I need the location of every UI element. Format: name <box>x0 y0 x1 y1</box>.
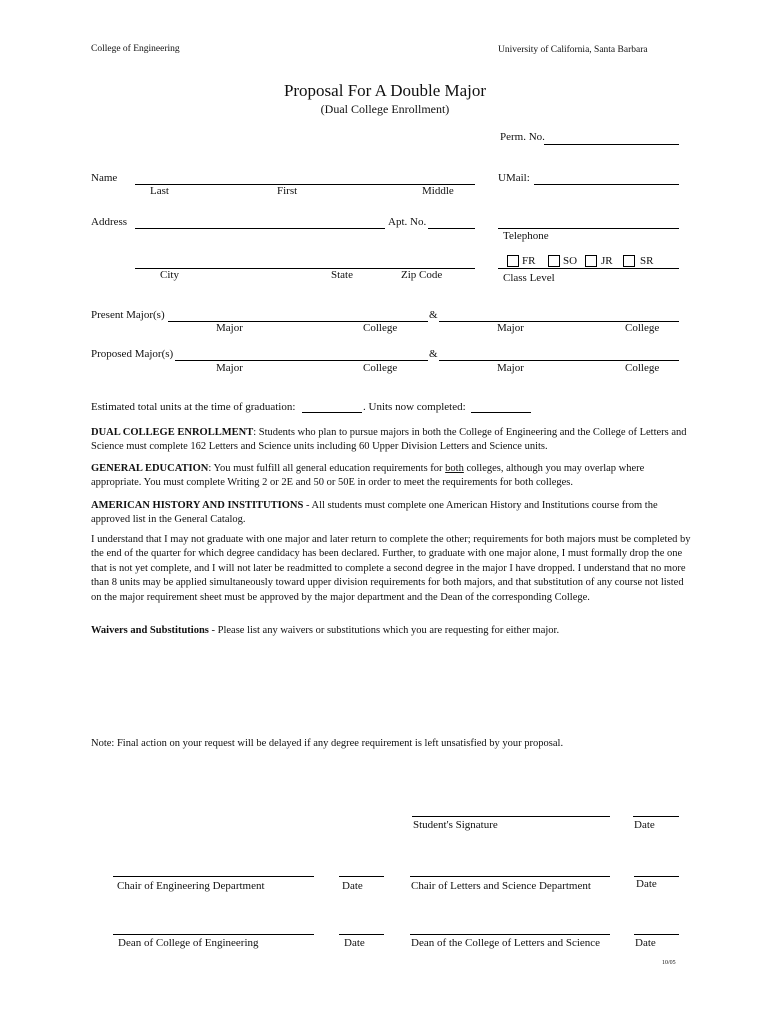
class-level-label: Class Level <box>503 272 555 284</box>
american-history-heading: AMERICAN HISTORY AND INSTITUTIONS <box>91 500 304 511</box>
name-label: Name <box>91 172 118 184</box>
header-university: University of California, Santa Barbara <box>498 45 648 55</box>
dual-enrollment-heading: DUAL COLLEGE ENROLLMENT <box>91 427 254 438</box>
so-label: SO <box>563 255 578 267</box>
umail-label: UMail: <box>498 172 530 184</box>
proposed-major-1-field[interactable] <box>175 360 428 361</box>
chair-ls-date-label: Date <box>636 878 657 890</box>
page-subtitle: (Dual College Enrollment) <box>320 102 450 116</box>
state-label: State <box>331 269 353 281</box>
city-label: City <box>160 269 179 281</box>
student-signature-field[interactable] <box>412 816 610 817</box>
fr-label: FR <box>522 255 536 267</box>
note-text: Note: Final action on your request will be delayed if any degree requirement is left unsatisfied by your proposal. <box>91 738 564 749</box>
perm-no-label: Perm. No. <box>500 131 545 143</box>
zip-label: Zip Code <box>401 269 443 281</box>
telephone-label: Telephone <box>503 230 549 242</box>
chair-eng-date-label: Date <box>342 880 363 892</box>
est-units-label: Estimated total units at the time of graduation: <box>91 401 296 413</box>
present-college-2-label: College <box>625 322 660 334</box>
present-college-1-label: College <box>363 322 398 334</box>
proposed-majors-label: Proposed Major(s) <box>91 348 174 360</box>
general-education-heading: GENERAL EDUCATION <box>91 463 209 474</box>
chair-ls-date-field[interactable] <box>634 876 679 877</box>
jr-label: JR <box>601 255 613 267</box>
proposed-amp: & <box>429 348 438 360</box>
student-date-field[interactable] <box>633 816 679 817</box>
waivers-paragraph <box>91 624 691 638</box>
general-education-text-1: : You must fulfill all general education requirements for <box>208 463 446 474</box>
proposed-major-2-label: Major <box>497 362 524 374</box>
units-completed-field[interactable] <box>471 412 531 413</box>
dean-eng-date-label: Date <box>344 937 365 949</box>
proposed-major-1-label: Major <box>216 362 243 374</box>
apt-no-field[interactable] <box>428 228 475 229</box>
understanding-paragraph: I understand that I may not graduate with one major and later return to complete the other; requirements for both majors must be completed by the end of the quarter for which degree candidacy has been declared. Further, to graduate with one major alone, I must formally drop the one that is not yet complete, and I will not later be readmitted to complete a second degree in the major I have dropped. I understand that no more than 8 units may be applied simultaneously toward upper division requirements for both majors, and that substitution of any course not listed on the major requirement sheet must be approved by the major department and the Dean of the corresponding College. <box>91 534 691 603</box>
so-checkbox[interactable] <box>548 255 560 267</box>
chair-eng-date-field[interactable] <box>339 876 384 877</box>
american-history-text: - All students must complete one American History and Institutions course from the approved list in the General Catalog. <box>91 500 658 526</box>
page-title: Proposal For A Double Major <box>283 81 487 100</box>
waivers-heading: Waivers and Substitutions <box>91 625 209 636</box>
address-label: Address <box>91 216 128 228</box>
chair-ls-label: Chair of Letters and Science Department <box>411 880 591 892</box>
dean-ls-signature-field[interactable] <box>410 934 610 935</box>
present-amp: & <box>429 309 438 321</box>
dual-enrollment-text: : Students who plan to pursue majors in both the College of Engineering and the College of Letters and Science must complete 162 Letters and Science units including 60 Upper Division Letters and Science units. <box>91 427 687 453</box>
chair-eng-label: Chair of Engineering Department <box>117 880 265 892</box>
general-education-both: both <box>445 463 464 474</box>
dean-eng-date-field[interactable] <box>339 934 384 935</box>
dean-eng-label: Dean of College of Engineering <box>118 937 259 949</box>
apt-no-label: Apt. No. <box>388 216 427 228</box>
perm-no-field[interactable] <box>544 144 679 145</box>
general-education-text-2: colleges, although you may overlap where appropriate. You must complete Writing 2 or 2E and 50 or 50E in order to meet the requirements for both colleges. <box>91 463 645 489</box>
chair-eng-signature-field[interactable] <box>113 876 314 877</box>
first-label: First <box>277 185 298 197</box>
address-field[interactable] <box>135 228 385 229</box>
dean-ls-label: Dean of the College of Letters and Science <box>411 937 601 949</box>
present-majors-label: Present Major(s) <box>91 309 165 321</box>
dean-eng-signature-field[interactable] <box>113 934 314 935</box>
class-level-line <box>498 268 679 269</box>
form-version-code: 10/05 <box>662 960 676 966</box>
last-label: Last <box>150 185 169 197</box>
proposed-college-1-label: College <box>363 362 398 374</box>
student-date-label: Date <box>634 819 655 831</box>
waivers-text: - Please list any waivers or substitutions which you are requesting for either major. <box>208 625 560 636</box>
telephone-field[interactable] <box>498 228 679 229</box>
sr-checkbox[interactable] <box>623 255 635 267</box>
umail-field[interactable] <box>534 184 679 185</box>
chair-ls-signature-field[interactable] <box>410 876 610 877</box>
header-college: College of Engineering <box>91 44 180 54</box>
dual-enrollment-paragraph <box>91 426 691 455</box>
student-signature-label: Student's Signature <box>413 819 498 831</box>
jr-checkbox[interactable] <box>585 255 597 267</box>
dean-ls-date-field[interactable] <box>634 934 679 935</box>
est-units-field[interactable] <box>302 412 362 413</box>
sr-label: SR <box>640 255 654 267</box>
fr-checkbox[interactable] <box>507 255 519 267</box>
present-major-2-label: Major <box>497 322 524 334</box>
proposed-college-2-label: College <box>625 362 660 374</box>
american-history-paragraph <box>91 499 691 528</box>
present-major-1-label: Major <box>216 322 243 334</box>
dean-ls-date-label: Date <box>635 937 656 949</box>
proposed-major-2-field[interactable] <box>439 360 679 361</box>
middle-label: Middle <box>422 185 454 197</box>
general-education-paragraph <box>91 462 691 491</box>
units-completed-label: . Units now completed: <box>363 401 466 413</box>
